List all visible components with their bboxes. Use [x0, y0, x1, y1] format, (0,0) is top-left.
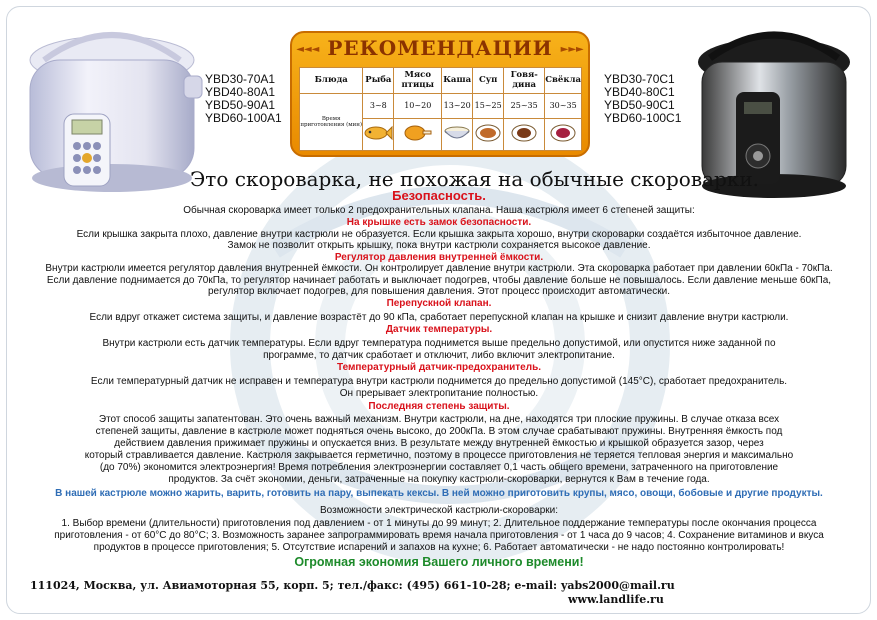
- paragraph-line: Этот способ защиты запатентован. Это очень важный механизм. Внутри кастрюли, на дне, находятся три плоские пружины. В случае отказа всех: [98, 414, 780, 425]
- time-cell: 30~35: [545, 93, 582, 119]
- arrows-left-icon: ◄◄◄: [296, 44, 320, 55]
- paragraph-line: программе, то датчик сработает и отключит, либо включит электропитание.: [263, 350, 615, 361]
- paragraph-line: Он прерывает электропитание полностью.: [339, 388, 539, 399]
- table-header-cell: Каша: [442, 68, 473, 94]
- section-heading: Датчик температуры.: [385, 324, 493, 335]
- paragraph-line: 1. Выбор времени (длительности) приготовления под давлением - от 1 минуты до 99 минут; 2. Длительное поддержание температуры после окончания процесса: [61, 518, 817, 529]
- highlight-line: В нашей кастрюле можно жарить, варить, готовить на пару, выпекать кексы. В ней можно приготовить крупы, мясо, овощи, бобовые и другие продукты.: [55, 488, 823, 499]
- time-cell: 10~20: [394, 93, 442, 119]
- table-header-cell: Блюда: [300, 68, 363, 94]
- paragraph-line: регулятор включает подогрев, для повышения давления. Этот процесс происходит автоматически.: [208, 286, 670, 297]
- model-name: YBD60-100C1: [604, 111, 682, 125]
- paragraph-line: продуктов в процессе приготовления; 5. Отсутствие испарений и запахов на кухне; 6. Работает автоматически - не надо постоянно контролировать!: [93, 542, 785, 553]
- paragraph-line: Замок не позволит открыть крышку, пока внутри кастрюли сохраняется высокое давление.: [227, 240, 651, 251]
- recommendations-title-text: РЕКОМЕНДАЦИИ: [327, 36, 553, 60]
- paragraph-line: Обычная скороварка имеет только 2 предохранительных клапана. Наша кастрюля имеет 6 степеней защиты:: [183, 205, 695, 216]
- paragraph-line: действием давления прижимает пружины и опускается вниз. В результате между внутренней ёмкостью и крышкой образуется зазор, через: [114, 438, 764, 449]
- model-name: YBD40-80C1: [604, 85, 675, 99]
- time-cell: 15~25: [473, 93, 504, 119]
- table-header-cell: Свёкла: [545, 68, 582, 94]
- model-name: YBD30-70A1: [205, 72, 276, 86]
- website-link[interactable]: www.landlife.ru: [568, 593, 664, 606]
- porridge-bowl-icon: [442, 119, 473, 151]
- paragraph-line: (до 70%) экономится электроэнергия! Время потребления электроэнергии составляет 0,1 часть общего времени, затраченного на приготовление: [99, 462, 779, 473]
- cooking-times-table: [299, 67, 582, 151]
- arrows-right-icon: ►►►: [560, 44, 584, 55]
- paragraph-line: приготовления - от 60°С до 80°С; 3. Возможность заранее запрограммировать время начала приготовления - от 1 часа до 9 часов; 4. Сохранение витаминов и вкуса: [54, 530, 824, 541]
- section-heading: Последняя степень защиты.: [368, 401, 510, 412]
- model-name: YBD30-70C1: [604, 72, 675, 86]
- main-title: Это скороварка, не похожая на обычные скороварки.: [190, 167, 760, 191]
- contact-address: 111024, Москва, ул. Авиамоторная 55, корп. 5; тел./факс: (495) 661-10-28; e-mail: yabs2000@mail.ru: [30, 579, 675, 592]
- paragraph-line: Возможности электрической кастрюли-скороварки:: [320, 505, 558, 516]
- section-heading: Регулятор давления внутренней ёмкости.: [334, 252, 544, 263]
- beef-dish-icon: [504, 119, 545, 151]
- paragraph-line: Если температурный датчик не исправен и температура внутри кастрюли поднимется до предельно допустимой (145°С), сработает предохранитель.: [90, 376, 788, 387]
- model-name: YBD60-100A1: [205, 111, 282, 125]
- beet-dish-icon: [545, 119, 582, 151]
- paragraph-line: Если крышка закрыта плохо, давление внутри кастрюли не образуется. Если крышка закрыта хорошо, внутри скороварки создаётся избыточное давление.: [76, 229, 802, 240]
- paragraph-line: Внутри кастрюли имеется регулятор давления внутренней ёмкости. Он контролирует давление внутри кастрюли. Эта скороварка работает при давлении 60кПа - 70кПа.: [45, 263, 833, 274]
- paragraph-line: Если давление поднимается до 70кПа, то регулятор начинает работать и выключает подогрев, чтобы давление больше не повышалось. Если давление меньше 60кПа,: [46, 275, 832, 286]
- paragraph-line: продуктов. За счёт экономии, деньги, затраченные на покупку кастрюли-скороварки, вернутся к Вам в течение года.: [168, 474, 710, 485]
- model-name: YBD50-90C1: [604, 98, 675, 112]
- section-heading: Температурный датчик-предохранитель.: [336, 362, 542, 373]
- models-left: [205, 73, 282, 125]
- recommendations-title: [292, 36, 588, 60]
- paragraph-line: который стравливается давление. Кастрюля закрывается герметично, поэтому в процессе приготовления не теряется тепловая энергия и максимально: [84, 450, 794, 461]
- soup-bowl-icon: [473, 119, 504, 151]
- paragraph-line: Если вдруг откажет система защиты, и давление возрастёт до 90 кПа, сработает перепускной клапан на крышке и снизит давление внутри кастрюли.: [89, 312, 789, 323]
- section-heading: Перепускной клапан.: [386, 298, 492, 309]
- model-name: YBD50-90A1: [205, 98, 276, 112]
- paragraph-line: Внутри кастрюли есть датчик температуры. Если вдруг температура поднимется выше предельно допустимой, или опустится ниже заданной по: [102, 338, 776, 349]
- paragraph-line: степеней защиты, давление в кастрюле может подняться очень высоко, до 200кПа. В этом случае срабатывают пружины. Внутренняя ёмкость под: [95, 426, 783, 437]
- table-header-cell: Суп: [473, 68, 504, 94]
- white-pressure-cooker-image: [14, 18, 204, 196]
- time-cell: 13~20: [442, 93, 473, 119]
- row-label-cell: Время приготовления (мин): [300, 93, 363, 150]
- section-heading: На крышке есть замок безопасности.: [346, 217, 532, 228]
- table-header-cell: Мясо птицы: [394, 68, 442, 94]
- time-cell: 25~35: [504, 93, 545, 119]
- table-header-cell: Говя-дина: [504, 68, 545, 94]
- time-cell: 3~8: [363, 93, 394, 119]
- recommendations-banner: [290, 31, 590, 157]
- slogan: Огромная экономия Вашего личного времени!: [294, 555, 584, 569]
- section-heading: Безопасность.: [392, 188, 486, 203]
- models-right: [604, 73, 681, 125]
- table-header-cell: Рыба: [363, 68, 394, 94]
- chicken-leg-icon: [394, 119, 442, 151]
- model-name: YBD40-80A1: [205, 85, 276, 99]
- fish-icon: [363, 119, 394, 151]
